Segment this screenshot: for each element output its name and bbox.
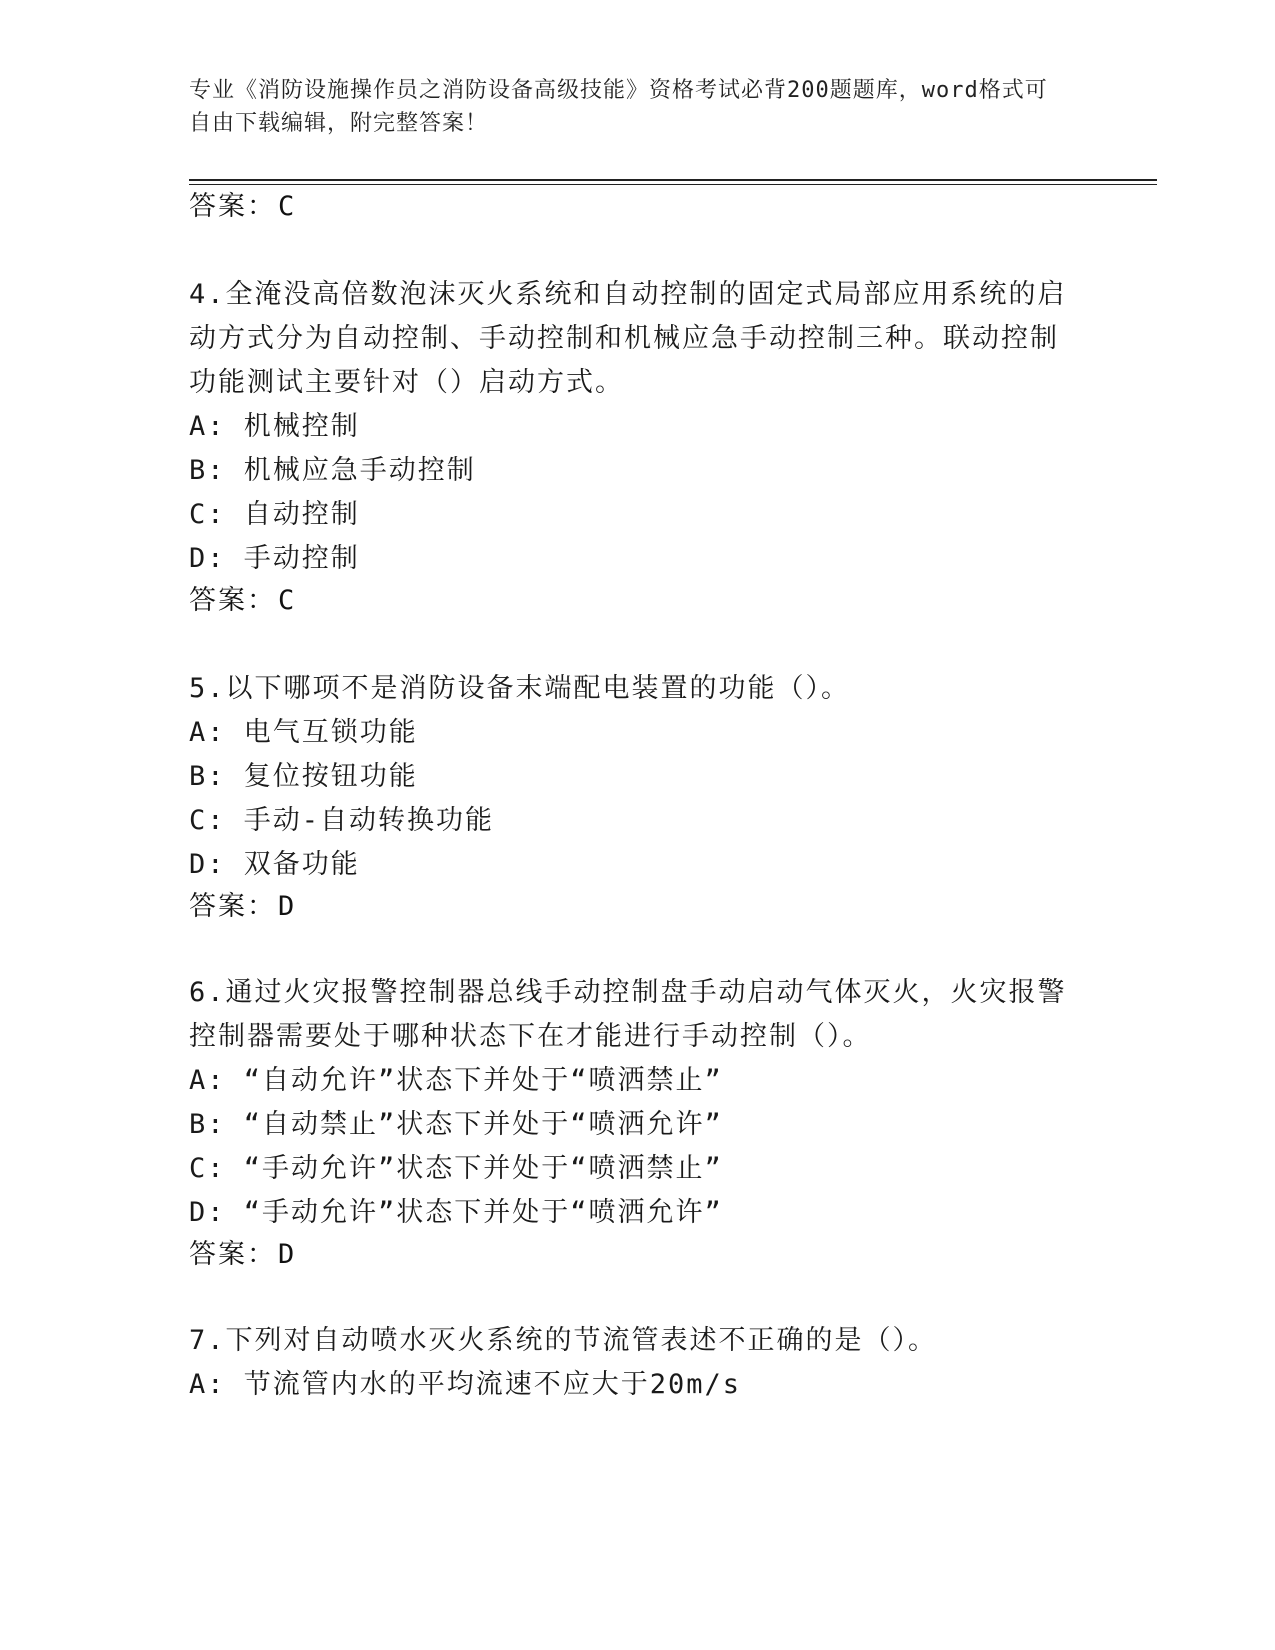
answer-value: D bbox=[278, 1239, 295, 1270]
question-4-answer bbox=[189, 578, 294, 617]
question-4-line-2: 动方式分为自动控制、手动控制和机械应急手动控制三种。联动控制 bbox=[189, 323, 1059, 354]
question-6-option-a: A: “自动允许”状态下并处于“喷洒禁止” bbox=[189, 1065, 723, 1096]
question-4-option-c: C: 自动控制 bbox=[189, 499, 360, 530]
answer-prev bbox=[189, 184, 294, 223]
question-5-option-c: C: 手动-自动转换功能 bbox=[189, 805, 495, 836]
answer-value: C bbox=[278, 585, 295, 616]
answer-label: 答案： bbox=[189, 891, 276, 922]
answer-label: 答案： bbox=[189, 1239, 276, 1270]
question-5-option-b: B: 复位按钮功能 bbox=[189, 761, 418, 792]
question-4-option-d: D: 手动控制 bbox=[189, 543, 360, 574]
question-6-option-d: D: “手动允许”状态下并处于“喷洒允许” bbox=[189, 1197, 723, 1228]
question-4-line-1: 4.全淹没高倍数泡沫灭火系统和自动控制的固定式局部应用系统的启 bbox=[189, 279, 1067, 310]
question-7-option-a: A: 节流管内水的平均流速不应大于20m/s bbox=[189, 1369, 742, 1400]
answer-value: D bbox=[278, 891, 295, 922]
question-4-option-a: A: 机械控制 bbox=[189, 411, 360, 442]
question-7-line-1: 7.下列对自动喷水灭火系统的节流管表述不正确的是（）。 bbox=[189, 1325, 938, 1356]
question-6-option-c: C: “手动允许”状态下并处于“喷洒禁止” bbox=[189, 1153, 723, 1184]
question-4-line-3: 功能测试主要针对（）启动方式。 bbox=[189, 367, 624, 398]
question-6-option-b: B: “自动禁止”状态下并处于“喷洒允许” bbox=[189, 1109, 723, 1140]
question-5-option-d: D: 双备功能 bbox=[189, 849, 360, 880]
question-5-answer bbox=[189, 884, 294, 923]
question-6-line-2: 控制器需要处于哪种状态下在才能进行手动控制（）。 bbox=[189, 1021, 872, 1052]
question-4-option-b: B: 机械应急手动控制 bbox=[189, 455, 476, 486]
document-header: 专业《消防设施操作员之消防设备高级技能》资格考试必背200题题库，word格式可自由下载编辑，附完整答案！ bbox=[189, 78, 1048, 136]
question-5-line-1: 5.以下哪项不是消防设备末端配电装置的功能（）。 bbox=[189, 673, 851, 704]
answer-value: C bbox=[278, 191, 295, 222]
question-5-option-a: A: 电气互锁功能 bbox=[189, 717, 418, 748]
question-6-line-1: 6.通过火灾报警控制器总线手动控制盘手动启动气体灭火，火灾报警 bbox=[189, 977, 1067, 1008]
answer-label: 答案： bbox=[189, 191, 276, 222]
answer-label: 答案： bbox=[189, 585, 276, 616]
question-6-answer bbox=[189, 1232, 294, 1271]
header-divider bbox=[189, 179, 1157, 181]
header-divider-thin bbox=[189, 184, 1157, 185]
